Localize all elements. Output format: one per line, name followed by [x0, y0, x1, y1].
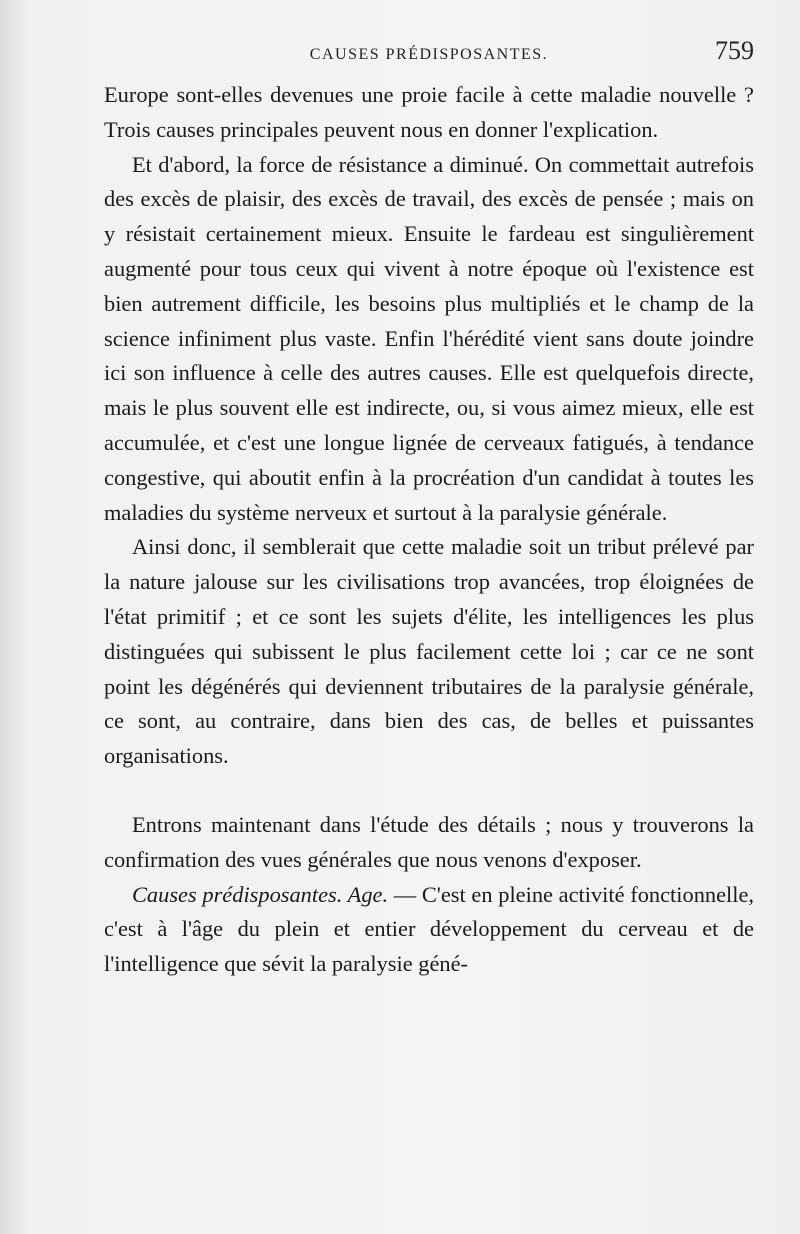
paragraph-5-text: — C'est en pleine activité fonctionnelle, c'est à l'âge du plein et entier développement du cerveau et de l'intelligence que sévit la paralysie géné-: [104, 881, 754, 977]
paragraph-3: Ainsi donc, il semblerait que cette maladie soit un tribut prélevé par la nature jalouse sur les civilisations trop avancées, trop éloignées de l'état primitif ; et ce sont les sujets d'élite, les intelligences les plus distinguées qui subissent le plus facilement cette loi ; car ce ne sont point les dégénérés qui deviennent tributaires de la paralysie générale, ce sont, au contraire, dans bien des cas, de belles et puissantes organisations.: [104, 534, 754, 769]
page-number: 759: [715, 36, 754, 65]
body-text: [104, 78, 754, 982]
page-header: [104, 34, 754, 74]
paragraph-4: Entrons maintenant dans l'étude des détails ; nous y trouverons la confirmation des vues générales que nous venons d'exposer.: [104, 811, 754, 872]
running-head: CAUSES PRÉDISPOSANTES.: [309, 46, 549, 63]
section-heading-italic: Causes prédisposantes. Age.: [132, 881, 389, 907]
paragraph-2: Et d'abord, la force de résistance a diminué. On commettait autrefois des excès de plaisir, des excès de travail, des excès de pensée ; mais on y résistait certainement mieux. Ensuite le fardeau est singulièrement augmenté pour tous ceux qui vivent à notre époque où l'existence est bien autrement difficile, les besoins plus multipliés et le champ de la science infiniment plus vaste. Enfin l'hérédité vient sans doute joindre ici son influence à celle des autres causes. Elle est quelquefois directe, mais le plus souvent elle est indirecte, ou, si vous aimez mieux, elle est accumulée, et c'est une longue lignée de cerveaux fatigués, à tendance congestive, qui aboutit enfin à la procréation d'un candidat à toutes les maladies du système nerveux et surtout à la paralysie générale.: [104, 151, 754, 525]
paragraph-5: [104, 878, 754, 982]
paragraph-1: Europe sont-elles devenues une proie facile à cette maladie nouvelle ? Trois causes principales peuvent nous en donner l'explication.: [104, 82, 754, 142]
